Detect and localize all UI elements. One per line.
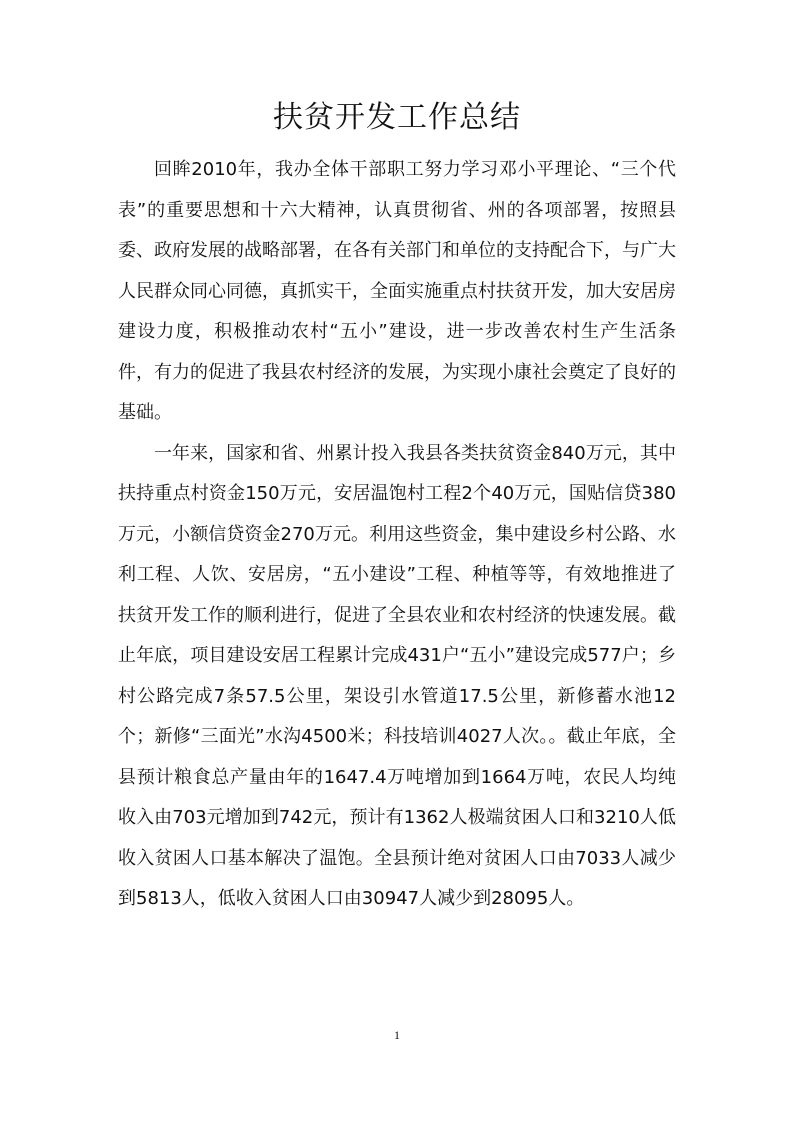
document-body	[118, 150, 676, 920]
paragraph-funding: 一年来，国家和省、州累计投入我县各类扶贫资金840万元，其中扶持重点村资金150万元，安居温饱村工程2个40万元，国贴信贷380万元，小额信贷资金270万元。利用这些资金，集中建设乡村公路、水利工程、人饮、安居房，“五小建设”工程、种植等等，有效地推进了扶贫开发工作的顺利进行，促进了全县农业和农村经济的快速发展。截止年底，项目建设安居工程累计完成431户“五小”建设完成577户；乡村公路完成7条57.5公里，架设引水管道17.5公里，新修蓄水池12个；新修“三面光”水沟4500米；科技培训4027人次。。截止年底，全县预计粮食总产量由年的1647.4万吨增加到1664万吨，农民人均纯收入由703元增加到742元，预计有1362人极端贫困人口和3210人低收入贫困人口基本解决了温饱。全县预计绝对贫困人口由7033人减少到5813人，低收入贫困人口由30947人减少到28095人。	[118, 442, 676, 909]
page-number: 1	[394, 1028, 400, 1042]
document-title: 扶贫开发工作总结	[273, 100, 521, 135]
paragraph-review: 回眸2010年，我办全体干部职工努力学习邓小平理论、“三个代表”的重要思想和十六大精神，认真贯彻省、州的各项部署，按照县委、政府发展的战略部署，在各有关部门和单位的支持配合下，与广大人民群众同心同德，真抓实干，全面实施重点村扶贫开发，加大安居房建设力度，积极推动农村“五小”建设，进一步改善农村生产生活条件，有力的促进了我县农村经济的发展，为实现小康社会奠定了良好的基础。	[118, 159, 676, 423]
